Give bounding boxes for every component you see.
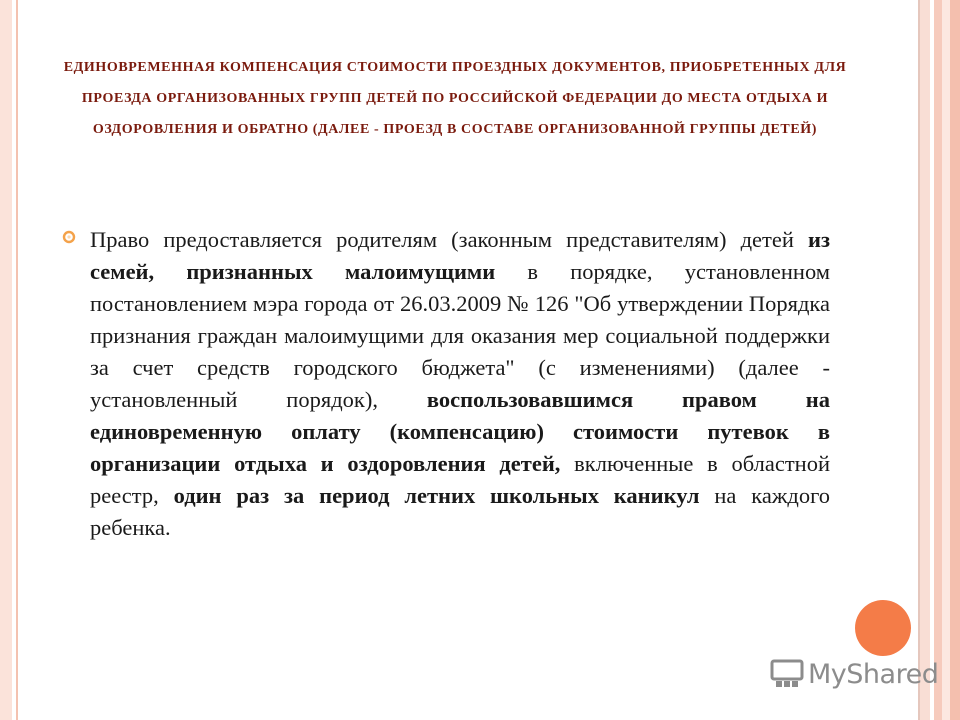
bullet-icon xyxy=(62,230,76,244)
body-paragraph xyxy=(90,224,830,544)
body-segment-1: Право предоставляется родителям (законным представителям) детей xyxy=(90,227,808,252)
body-segment-2: из семей, признанных малоимущими xyxy=(90,227,830,284)
body-segment-5: включенные в областной реестр, xyxy=(90,451,830,508)
body-segment-3: в порядке, установленном постановлением мэра города от 26.03.2009 № 126 "Об утверждении Порядка признания граждан малоимущими для оказания мер социальной поддержки за счет средств городского бюджета" (с изменениями) (далее - установленный порядок), xyxy=(90,259,831,412)
watermark-text: MyShared xyxy=(808,658,939,690)
left-border xyxy=(0,0,40,720)
body-segment-7: на каждого ребенка. xyxy=(90,483,830,540)
accent-circle xyxy=(855,600,911,656)
classroom-icon xyxy=(770,659,804,689)
right-decorative-stripes xyxy=(918,0,960,720)
slide-title: ЕДИНОВРЕМЕННАЯ КОМПЕНСАЦИЯ СТОИМОСТИ ПРОЕЗДНЫХ ДОКУМЕНТОВ, ПРИОБРЕТЕННЫХ ДЛЯ ПРОЕЗДА ОРГАНИЗОВАННЫХ ГРУПП ДЕТЕЙ ПО РОССИЙСКОЙ ФЕДЕРАЦИИ ДО МЕСТА ОТДЫХА И ОЗДОРОВЛЕНИЯ И ОБРАТНО (ДАЛЕЕ - ПРОЕЗД В СОСТАВЕ ОРГАНИЗОВАННОЙ ГРУППЫ ДЕТЕЙ) xyxy=(63,60,847,137)
myshared-watermark xyxy=(770,656,938,692)
body-segment-6: один раз за период летних школьных каникул xyxy=(173,483,700,508)
body-segment-4: воспользовавшимся правом на единовременную оплату (компенсацию) стоимости путевок в организации отдыха и оздоровления детей, xyxy=(90,387,830,476)
